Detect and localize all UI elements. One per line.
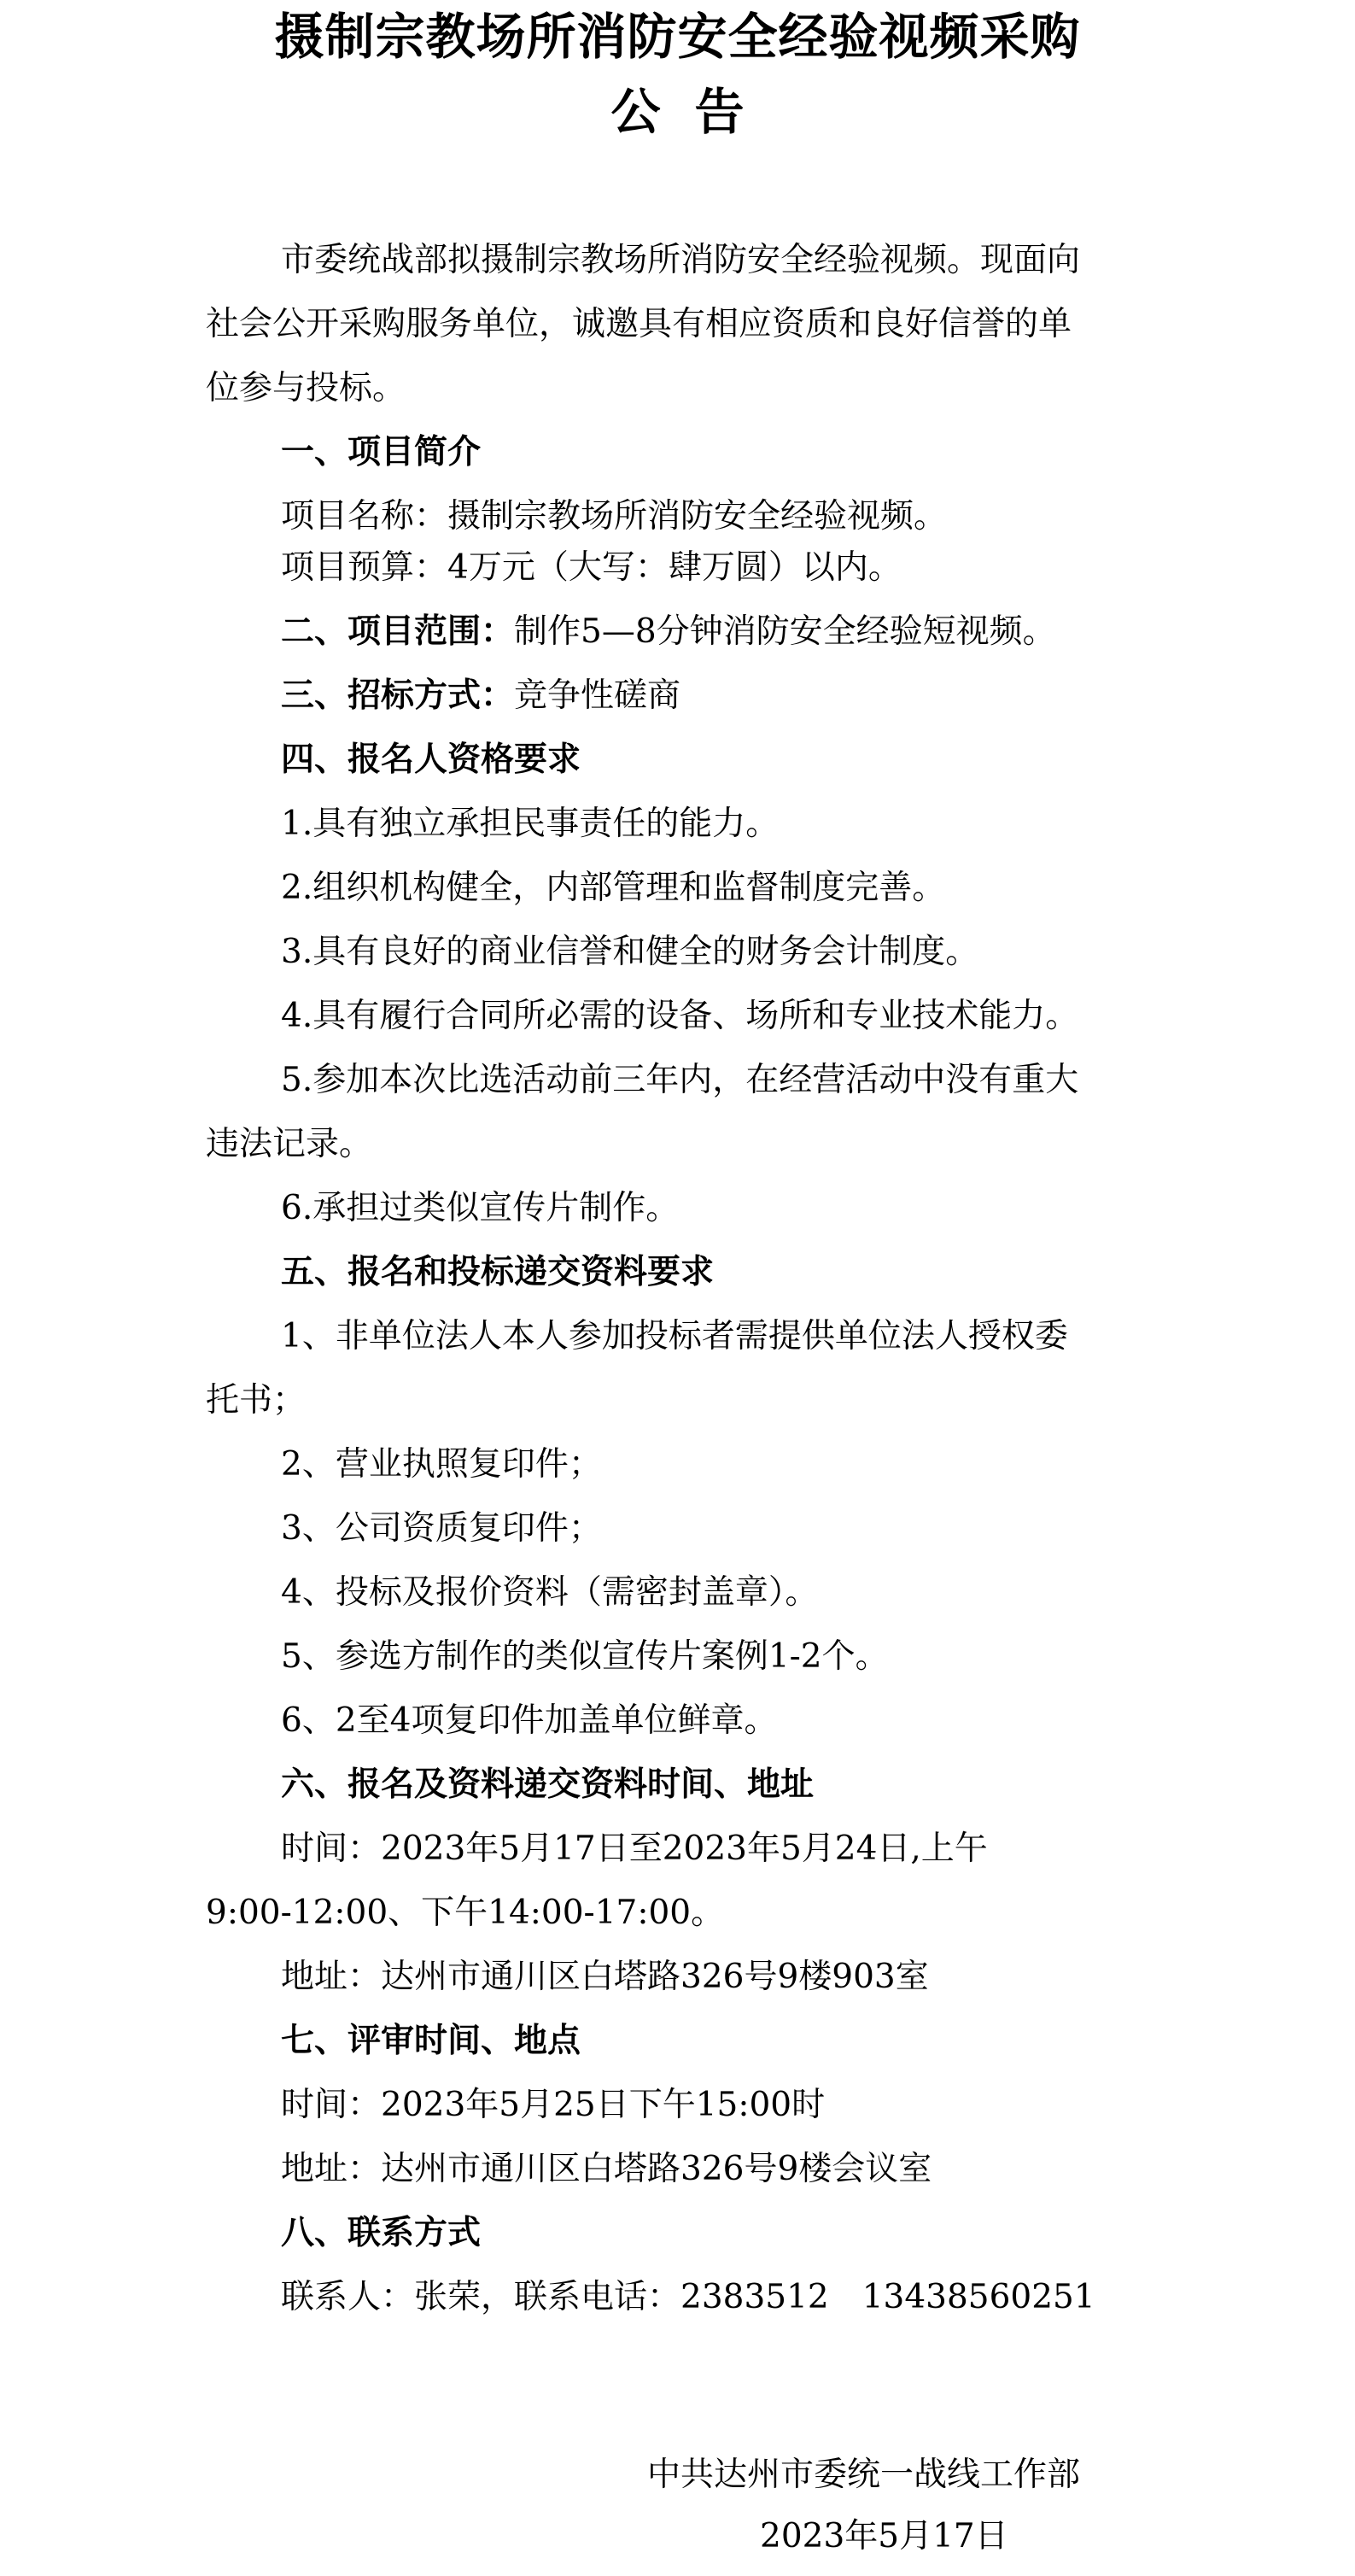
qualification-item-2: 2.组织机构健全，内部管理和监督制度完善。 [281,869,946,907]
material-item-3: 3、公司资质复印件； [281,1509,602,1548]
material-item-6: 6、2至4项复印件加盖单位鲜章。 [281,1701,778,1740]
material-item-5: 5、参选方制作的类似宣传片案例1-2个。 [281,1637,889,1676]
section-3-heading: 三、招标方式： [281,676,515,715]
material-item-2: 2、营业执照复印件； [281,1445,602,1484]
review-time: 时间：2023年5月25日下午15:00时 [281,2086,826,2124]
qualification-item-5-cont: 违法记录。 [206,1125,373,1163]
material-item-1: 1、非单位法人本人参加投标者需提供单位法人授权委 [281,1317,1068,1355]
section-6-heading: 六、报名及资料递交资料时间、地址 [281,1765,815,1804]
signature-date: 2023年5月17日 [760,2517,1008,2556]
project-budget: 项目预算：4万元（大写：肆万圆）以内。 [281,548,902,587]
qualification-item-1: 1.具有独立承担民事责任的能力。 [281,805,780,843]
document-title: 摄制宗教场所消防安全经验视频采购 [274,8,1081,66]
qualification-item-5: 5.参加本次比选活动前三年内，在经营活动中没有重大 [281,1061,1079,1099]
section-5-heading: 五、报名和投标递交资料要求 [281,1253,715,1291]
project-name: 项目名称：摄制宗教场所消防安全经验视频。 [281,497,948,536]
intro-line-3: 位参与投标。 [206,369,406,407]
material-item-4: 4、投标及报价资料（需密封盖章）。 [281,1573,819,1612]
section-1-heading: 一、项目简介 [281,433,482,471]
qualification-item-3: 3.具有良好的商业信誉和健全的财务会计制度。 [281,933,979,971]
submission-time: 时间：2023年5月17日至2023年5月24日,上午 [281,1830,988,1868]
section-3-text: 竞争性磋商 [514,676,681,715]
qualification-item-4: 4.具有履行合同所必需的设备、场所和专业技术能力。 [281,997,1079,1035]
intro-line-2: 社会公开采购服务单位，诚邀具有相应资质和良好信誉的单 [206,305,1072,343]
section-3-line [281,676,681,715]
section-8-heading: 八、联系方式 [281,2214,482,2252]
section-2-line [281,612,1056,651]
submission-time-cont: 9:00-12:00、下午14:00-17:00。 [206,1894,725,1932]
section-2-heading: 二、项目范围： [281,612,515,651]
signature-org: 中共达州市委统一战线工作部 [647,2456,1081,2494]
submission-address: 地址：达州市通川区白塔路326号9楼903室 [281,1958,929,1996]
section-2-text: 制作5—8分钟消防安全经验短视频。 [514,612,1056,651]
review-address: 地址：达州市通川区白塔路326号9楼会议室 [281,2150,932,2188]
section-4-heading: 四、报名人资格要求 [281,741,581,779]
document-subtitle: 公告 [610,83,779,141]
contact-info: 联系人：张荣，联系电话：2383512 13438560251 [281,2278,1095,2316]
qualification-item-6: 6.承担过类似宣传片制作。 [281,1189,680,1227]
material-item-1-cont: 托书； [206,1381,307,1420]
intro-line-1: 市委统战部拟摄制宗教场所消防安全经验视频。现面向 [281,241,1081,279]
section-7-heading: 七、评审时间、地点 [281,2022,581,2060]
